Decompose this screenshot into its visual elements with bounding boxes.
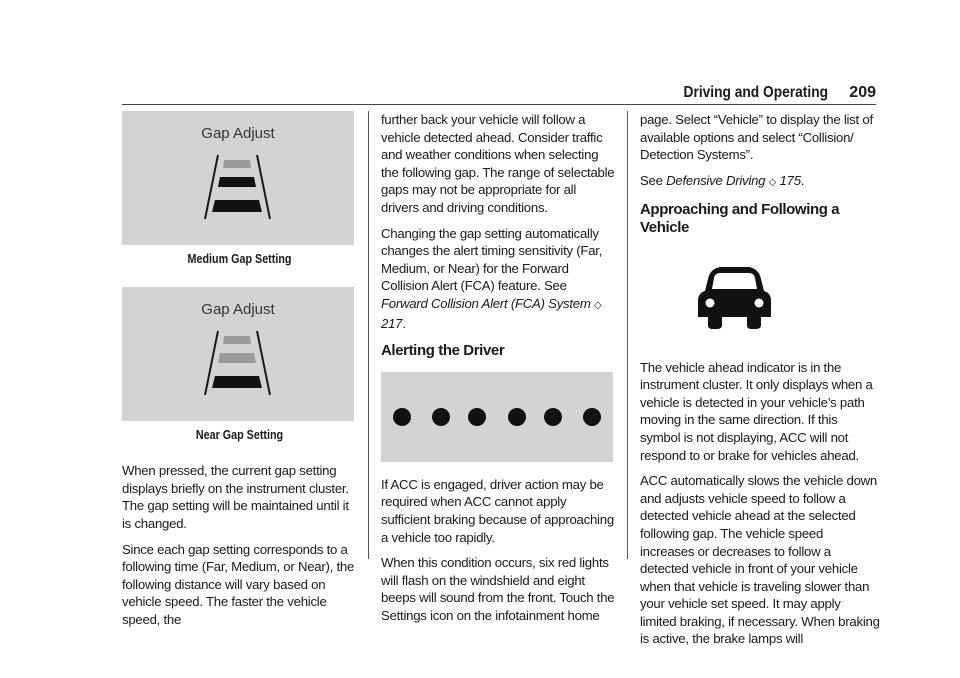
paragraph: When pressed, the current gap setting displays briefly on the instrument cluster. The gap setting will be maintained until it is changed. — [122, 463, 349, 531]
medium-gap-caption: Medium Gap Setting — [187, 252, 292, 266]
column-divider — [627, 111, 628, 559]
column-2 — [381, 111, 616, 632]
section-heading: Approaching and Following a Vehicle — [640, 201, 840, 236]
paragraph: The vehicle ahead indicator is in the instrument cluster. It only displays when a vehicle is detected in your vehicle’s path moving in the same direction. If this symbol is not displaying, ACC will not respond to or brake for vehicles ahead. — [640, 359, 873, 463]
alert-dot-icon — [393, 408, 411, 426]
paragraph: ACC automatically slows the vehicle down and adjusts vehicle speed to follow a detected vehicle ahead at the selected following gap. The vehicle speed increases or decreases to follow a detected vehicle in front of your vehicle when that vehicle is traveling slower than your vehicle set speed. It may apply limited braking, if necessary. When braking is active, the brake lamps will — [640, 473, 880, 647]
vehicle-ahead-figure — [640, 249, 880, 349]
alert-dot-icon — [508, 408, 526, 426]
alert-dot-icon — [468, 408, 486, 426]
section-title: Driving and Operating — [683, 84, 828, 101]
paragraph: page. Select “Vehicle” to display the list of available options and select “Collision/ Detection Systems”. — [640, 112, 873, 163]
gap-adjust-title: Gap Adjust — [201, 300, 275, 318]
paragraph: further back your vehicle will follow a vehicle detected ahead. Consider traffic and weather conditions when selecting the following gap. The range of selectable gaps may not be appropriate for all drivers and driving conditions. — [381, 112, 615, 215]
cross-reference-link[interactable]: Defensive Driving — [666, 172, 766, 188]
page-ref[interactable]: 175 — [779, 172, 801, 188]
paragraph — [640, 172, 880, 192]
page-ref-arrow-icon: ◇ — [768, 176, 777, 188]
paragraph: Since each gap setting corresponds to a following time (Far, Medium, or Near), the following distance will vary based on vehicle speed. The faster the vehicle speed, the — [122, 541, 355, 627]
gap-adjust-title: Gap Adjust — [201, 125, 275, 142]
alert-dot-icon — [544, 408, 562, 426]
paragraph: If ACC is engaged, driver action may be required when ACC cannot apply sufficient braking because of approaching a vehicle too rapidly. — [381, 476, 614, 545]
medium-gap-figure — [122, 111, 354, 245]
text: . — [800, 172, 805, 188]
alert-dot-icon — [432, 408, 450, 426]
vehicle-ahead-icon — [640, 249, 880, 349]
near-gap-caption: Near Gap Setting — [195, 427, 284, 442]
text: Changing the gap setting automatically changes the alert timing sensitivity (Far, Medium, or Near) for the Forward Collision Alert (FCA) feature. See — [381, 225, 603, 294]
near-gap-icon — [122, 287, 354, 421]
header-rule — [122, 104, 876, 105]
paragraph: When this condition occurs, six red lights will flash on the windshield and eight beeps will sound from the front. Touch the Settings icon on the infotainment home — [381, 555, 615, 623]
page-number: 209 — [849, 84, 876, 101]
text: See — [640, 172, 667, 188]
alert-lights-figure — [381, 372, 613, 462]
near-gap-figure — [122, 287, 354, 421]
column-1 — [122, 111, 357, 637]
alert-dot-icon — [583, 408, 601, 426]
page-ref[interactable]: 217 — [381, 315, 403, 331]
column-divider — [368, 111, 369, 559]
page-ref-arrow-icon: ◇ — [594, 299, 602, 311]
page-header — [0, 84, 960, 106]
paragraph — [381, 225, 616, 333]
medium-gap-icon — [122, 111, 354, 245]
section-heading: Alerting the Driver — [381, 342, 505, 360]
cross-reference-link[interactable]: Forward Collision Alert (FCA) System — [381, 295, 591, 311]
text: . — [402, 315, 406, 331]
column-3 — [640, 111, 880, 656]
